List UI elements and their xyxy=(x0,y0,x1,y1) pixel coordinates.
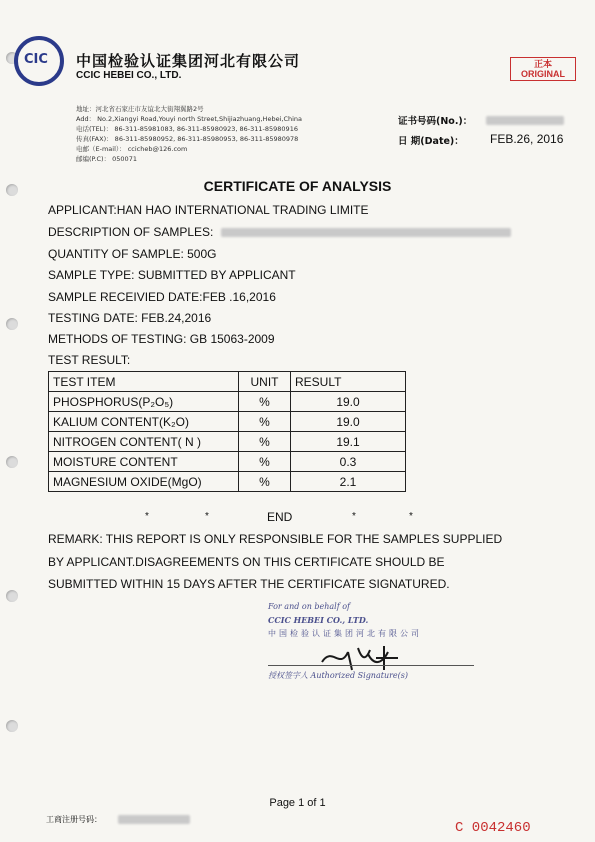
registration-label: 工商注册号码： xyxy=(46,815,102,824)
org-name-en: CCIC HEBEI CO., LTD. xyxy=(76,70,182,81)
punch-hole xyxy=(6,590,18,602)
unit: % xyxy=(239,412,291,432)
sample-type: SAMPLE TYPE: SUBMITTED BY APPLICANT xyxy=(48,268,296,282)
cert-no-redacted xyxy=(486,116,564,125)
test-item: KALIUM CONTENT(K₂O) xyxy=(49,412,239,432)
table-row xyxy=(49,472,406,492)
punch-hole xyxy=(6,318,18,330)
date-value: FEB.26, 2016 xyxy=(490,132,564,146)
test-item: NITROGEN CONTENT( N ) xyxy=(49,432,239,452)
result-table xyxy=(48,371,406,492)
remark-line-2: BY APPLICANT.DISAGREEMENTS ON THIS CERTIFICATE SHOULD BE xyxy=(48,555,445,569)
end-star: * xyxy=(352,511,356,522)
result: 19.0 xyxy=(291,392,406,412)
table-row xyxy=(49,392,406,412)
description-label: DESCRIPTION OF SAMPLES: xyxy=(48,225,214,239)
org-name-cn: 中国检验认证集团河北有限公司 xyxy=(76,52,301,70)
test-result-label: TEST RESULT: xyxy=(48,353,131,367)
test-item: PHOSPHORUS(P₂O₅) xyxy=(49,392,239,412)
unit: % xyxy=(239,432,291,452)
postcode: 邮编(P.C)： 050071 xyxy=(76,155,137,163)
end-star: * xyxy=(145,511,149,522)
telephone: 电话(TEL)： 86-311-85981083, 86-311-85980923, 86-311-85980916 xyxy=(76,125,298,133)
result: 19.0 xyxy=(291,412,406,432)
unit: % xyxy=(239,452,291,472)
header-test-item: TEST ITEM xyxy=(49,372,239,392)
signature-line xyxy=(268,665,474,666)
table-row xyxy=(49,452,406,472)
header-unit: UNIT xyxy=(239,372,291,392)
received-date: SAMPLE RECEIVIED DATE:FEB .16,2016 xyxy=(48,290,276,304)
stamp-authorized: 授权签字人 Authorized Signature(s) xyxy=(268,671,409,680)
email: 电邮（E-mail）： ccicheb@126.com xyxy=(76,145,188,153)
registration-redacted xyxy=(118,815,190,824)
end-marker: END xyxy=(267,510,293,524)
quantity: QUANTITY OF SAMPLE: 500G xyxy=(48,247,217,261)
unit: % xyxy=(239,392,291,412)
result: 19.1 xyxy=(291,432,406,452)
table-row xyxy=(49,432,406,452)
testing-date: TESTING DATE: FEB.24,2016 xyxy=(48,311,212,325)
cert-no-label: 证书号码(No.)： xyxy=(398,116,473,127)
header-result: RESULT xyxy=(291,372,406,392)
address-en: Add： No.2,Xiangyi Road,Youyi north Street,Shijiazhuang,Hebei,China xyxy=(76,115,303,123)
remark-line-3: SUBMITTED WITHIN 15 DAYS AFTER THE CERTIFICATE SIGNATURED. xyxy=(48,577,450,591)
description-redacted xyxy=(221,228,511,237)
result: 0.3 xyxy=(291,452,406,472)
date-label: 日 期(Date)： xyxy=(398,136,464,147)
fax: 传真(FAX)： 86-311-85980952, 86-311-85980953, 86-311-85980978 xyxy=(76,135,299,143)
original-badge xyxy=(510,57,576,81)
end-star: * xyxy=(409,511,413,522)
original-en: ORIGINAL xyxy=(521,69,565,79)
table-row xyxy=(49,412,406,432)
result: 2.1 xyxy=(291,472,406,492)
logo-text: CIC xyxy=(24,52,48,67)
applicant: APPLICANT:HAN HAO INTERNATIONAL TRADING LIMITE xyxy=(48,203,369,217)
table-header-row xyxy=(49,372,406,392)
original-cn: 正本 xyxy=(533,59,552,69)
test-item: MAGNESIUM OXIDE(MgO) xyxy=(49,472,239,492)
stamp-behalf: For and on behalf of xyxy=(268,602,351,611)
stamp-company-en: CCIC HEBEI CO., LTD. xyxy=(268,615,369,625)
test-item: MOISTURE CONTENT xyxy=(49,452,239,472)
unit: % xyxy=(239,472,291,492)
document-title: CERTIFICATE OF ANALYSIS xyxy=(203,178,392,194)
punch-hole xyxy=(6,720,18,732)
description-row xyxy=(48,225,511,239)
serial-number: C 0042460 xyxy=(455,820,531,836)
page-number: Page 1 of 1 xyxy=(269,797,326,809)
address-cn: 地址：河北省石家庄市友谊北大街翔翼路2号 xyxy=(76,105,204,113)
remark-line-1: REMARK: THIS REPORT IS ONLY RESPONSIBLE FOR THE SAMPLES SUPPLIED xyxy=(48,532,503,546)
punch-hole xyxy=(6,456,18,468)
end-star: * xyxy=(205,511,209,522)
stamp-company-cn: 中国检验认证集团河北有限公司 xyxy=(268,629,422,638)
testing-method: METHODS OF TESTING: GB 15063-2009 xyxy=(48,332,275,346)
